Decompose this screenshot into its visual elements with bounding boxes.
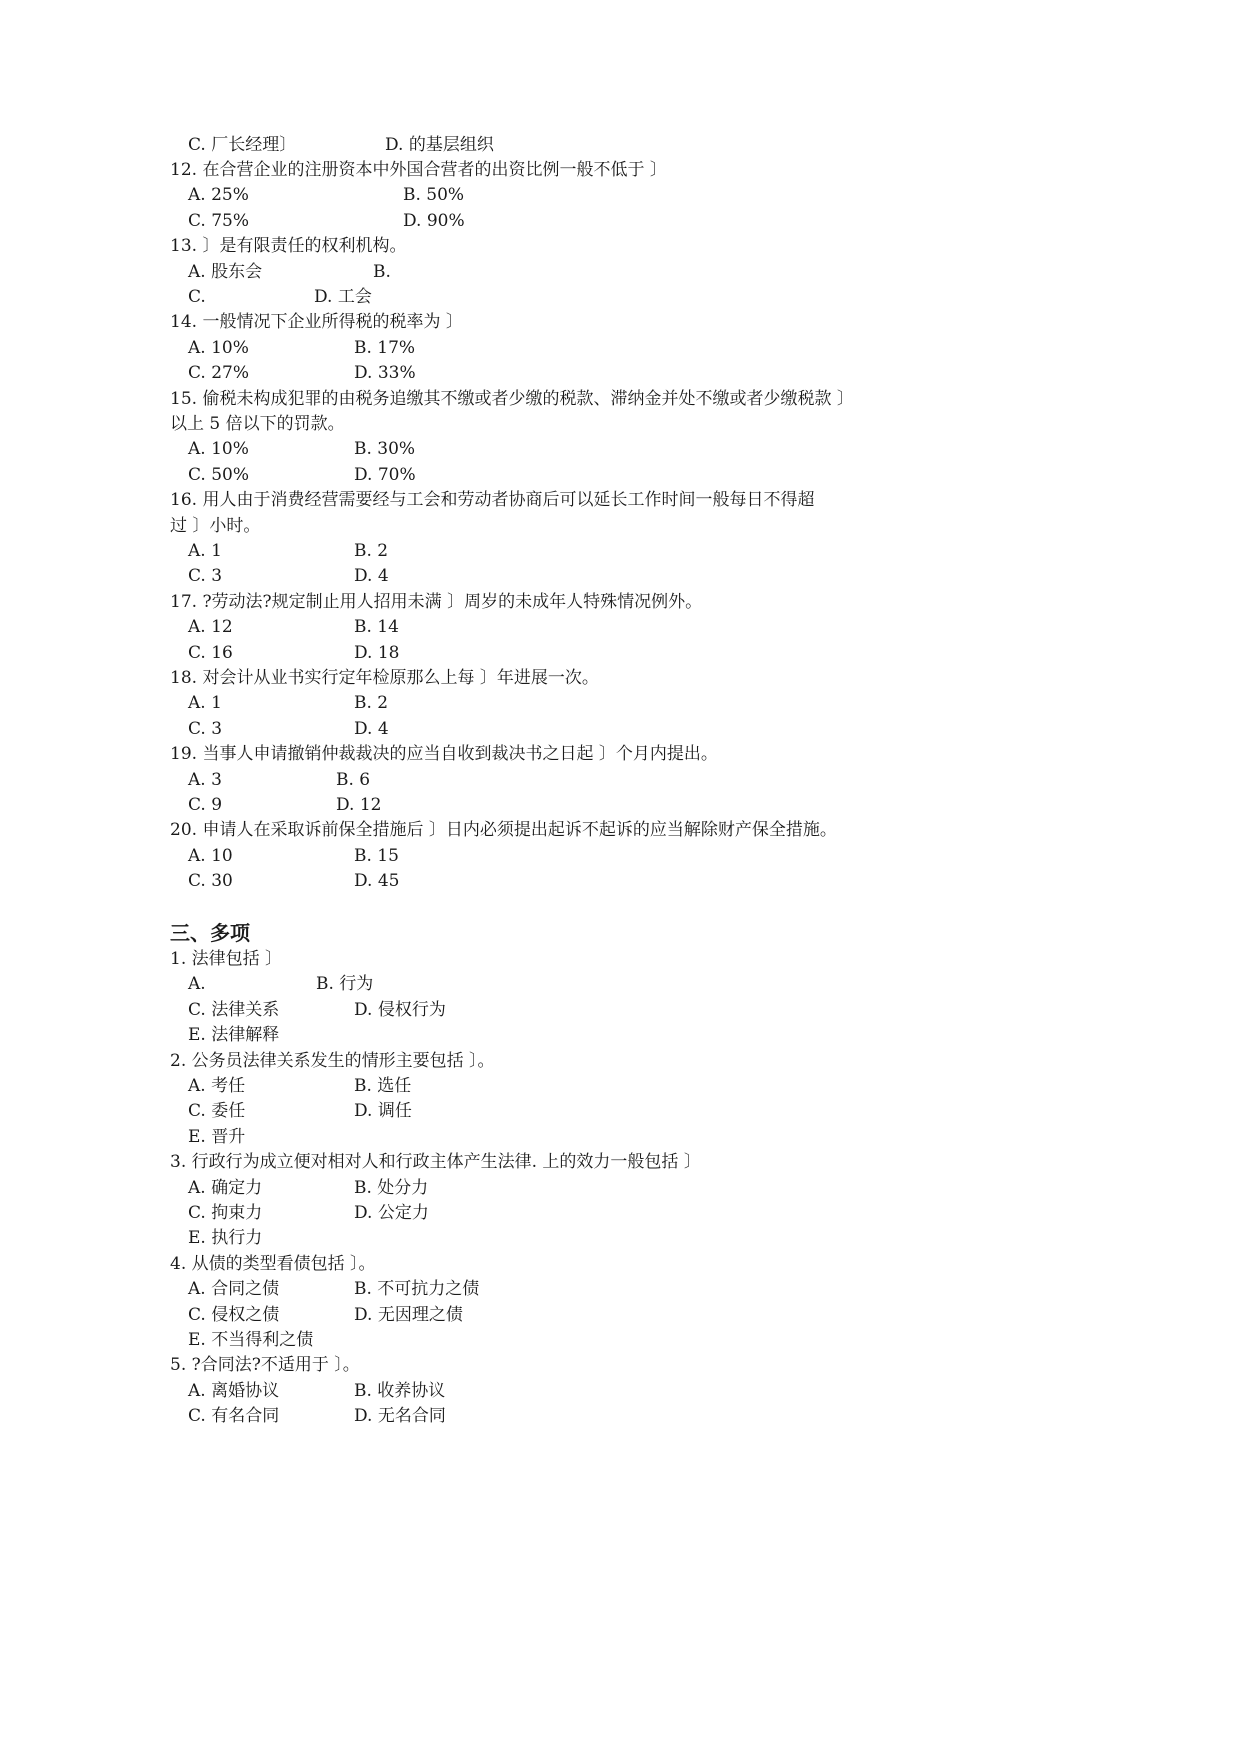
question-q13-option: B. bbox=[373, 262, 391, 282]
question-q16-option: A. 1 bbox=[188, 541, 222, 561]
question-q14-stem: 14. 一般情况下企业所得税的税率为 〕 bbox=[170, 312, 463, 332]
carryover-option-d: D. 的基层组织 bbox=[385, 135, 494, 155]
question-m4-option: C. 侵权之债 bbox=[188, 1305, 280, 1325]
question-q19-option: C. 9 bbox=[188, 795, 223, 815]
question-m5-option: B. 收养协议 bbox=[354, 1381, 446, 1401]
question-m1-option: B. 行为 bbox=[316, 974, 374, 994]
question-q20-option: A. 10 bbox=[188, 846, 233, 866]
question-m5-option: D. 无名合同 bbox=[354, 1406, 446, 1426]
question-m2-stem: 2. 公务员法律关系发生的情形主要包括 〕。 bbox=[170, 1051, 495, 1071]
question-m4-option: D. 无因理之债 bbox=[354, 1305, 463, 1325]
question-m5-option: C. 有名合同 bbox=[188, 1406, 280, 1426]
question-q20-option: D. 45 bbox=[354, 871, 400, 891]
question-m3-option: A. 确定力 bbox=[188, 1178, 263, 1198]
question-q18-option: C. 3 bbox=[188, 719, 223, 739]
question-m1-option: C. 法律关系 bbox=[188, 1000, 280, 1020]
question-m2-option: D. 调任 bbox=[354, 1101, 412, 1121]
question-m3-option: B. 处分力 bbox=[354, 1178, 429, 1198]
question-q12-option: D. 90% bbox=[403, 211, 465, 231]
question-q13-stem: 13. 〕是有限责任的权利机构。 bbox=[170, 236, 407, 256]
question-m4-stem: 4. 从债的类型看债包括 〕。 bbox=[170, 1254, 376, 1274]
question-q12-option: B. 50% bbox=[403, 185, 465, 205]
question-q15-option: B. 30% bbox=[354, 439, 416, 459]
question-m2-option: E. 晋升 bbox=[188, 1127, 246, 1147]
question-q15-option: A. 10% bbox=[188, 439, 249, 459]
question-q14-option: B. 17% bbox=[354, 338, 416, 358]
question-q19-option: B. 6 bbox=[336, 770, 371, 790]
question-q20-option: C. 30 bbox=[188, 871, 233, 891]
question-q13-option: A. 股东会 bbox=[188, 262, 263, 282]
question-m4-option: A. 合同之债 bbox=[188, 1279, 280, 1299]
question-q18-option: B. 2 bbox=[354, 693, 389, 713]
question-m3-option: D. 公定力 bbox=[354, 1203, 429, 1223]
question-q20-option: B. 15 bbox=[354, 846, 399, 866]
question-q16-option: D. 4 bbox=[354, 566, 389, 586]
question-q16-option: C. 3 bbox=[188, 566, 223, 586]
question-q17-option: C. 16 bbox=[188, 643, 233, 663]
section-title-multi: 三、多项 bbox=[170, 921, 250, 945]
question-q20-stem: 20. 申请人在采取诉前保全措施后 〕日内必须提出起诉不起诉的应当解除财产保全措施。 bbox=[170, 820, 837, 840]
question-q14-option: A. 10% bbox=[188, 338, 249, 358]
question-q16-stem: 16. 用人由于消费经营需要经与工会和劳动者协商后可以延长工作时间一般每日不得超 bbox=[170, 490, 815, 510]
question-q15-stem-cont: 以上 5 倍以下的罚款。 bbox=[170, 414, 345, 434]
question-q18-option: A. 1 bbox=[188, 693, 222, 713]
question-q12-stem: 12. 在合营企业的注册资本中外国合营者的出资比例一般不低于 〕 bbox=[170, 160, 667, 180]
question-q15-option: D. 70% bbox=[354, 465, 416, 485]
question-q15-stem: 15. 偷税未构成犯罪的由税务追缴其不缴或者少缴的税款、滞纳金并处不缴或者少缴税款 〕 bbox=[170, 389, 854, 409]
question-m5-option: A. 离婚协议 bbox=[188, 1381, 280, 1401]
question-q17-option: B. 14 bbox=[354, 617, 399, 637]
question-m1-option: D. 侵权行为 bbox=[354, 1000, 446, 1020]
question-q16-option: B. 2 bbox=[354, 541, 389, 561]
question-m1-stem: 1. 法律包括 〕 bbox=[170, 949, 283, 969]
question-m3-option: C. 拘束力 bbox=[188, 1203, 263, 1223]
question-m3-stem: 3. 行政行为成立便对相对人和行政主体产生法律. 上的效力一般包括 〕 bbox=[170, 1152, 701, 1172]
question-q18-stem: 18. 对会计从业书实行定年检原那么上每 〕年进展一次。 bbox=[170, 668, 599, 688]
question-q17-option: D. 18 bbox=[354, 643, 400, 663]
question-q15-option: C. 50% bbox=[188, 465, 249, 485]
carryover-option-c: C. 厂长经理〕 bbox=[188, 135, 297, 155]
question-q13-option: C. bbox=[188, 287, 206, 307]
question-m2-option: A. 考任 bbox=[188, 1076, 246, 1096]
question-m4-option: E. 不当得利之债 bbox=[188, 1330, 314, 1350]
question-m3-option: E. 执行力 bbox=[188, 1228, 263, 1248]
question-m1-option: E. 法律解释 bbox=[188, 1025, 280, 1045]
question-q14-option: C. 27% bbox=[188, 363, 249, 383]
question-q12-option: A. 25% bbox=[188, 185, 249, 205]
question-m5-stem: 5. ?合同法?不适用于 〕。 bbox=[170, 1355, 360, 1375]
question-q17-stem: 17. ?劳动法?规定制止用人招用未满 〕周岁的未成年人特殊情况例外。 bbox=[170, 592, 703, 612]
question-q12-option: C. 75% bbox=[188, 211, 249, 231]
question-q17-option: A. 12 bbox=[188, 617, 233, 637]
question-q18-option: D. 4 bbox=[354, 719, 389, 739]
question-q14-option: D. 33% bbox=[354, 363, 416, 383]
question-q19-option: D. 12 bbox=[336, 795, 382, 815]
question-m2-option: C. 委任 bbox=[188, 1101, 246, 1121]
question-q19-option: A. 3 bbox=[188, 770, 222, 790]
question-m4-option: B. 不可抗力之债 bbox=[354, 1279, 480, 1299]
question-q16-stem-cont: 过 〕小时。 bbox=[170, 516, 261, 536]
question-m1-option: A. bbox=[188, 974, 206, 994]
question-q19-stem: 19. 当事人申请撤销仲裁裁决的应当自收到裁决书之日起 〕个月内提出。 bbox=[170, 744, 718, 764]
question-m2-option: B. 选任 bbox=[354, 1076, 412, 1096]
question-q13-option: D. 工会 bbox=[314, 287, 372, 307]
